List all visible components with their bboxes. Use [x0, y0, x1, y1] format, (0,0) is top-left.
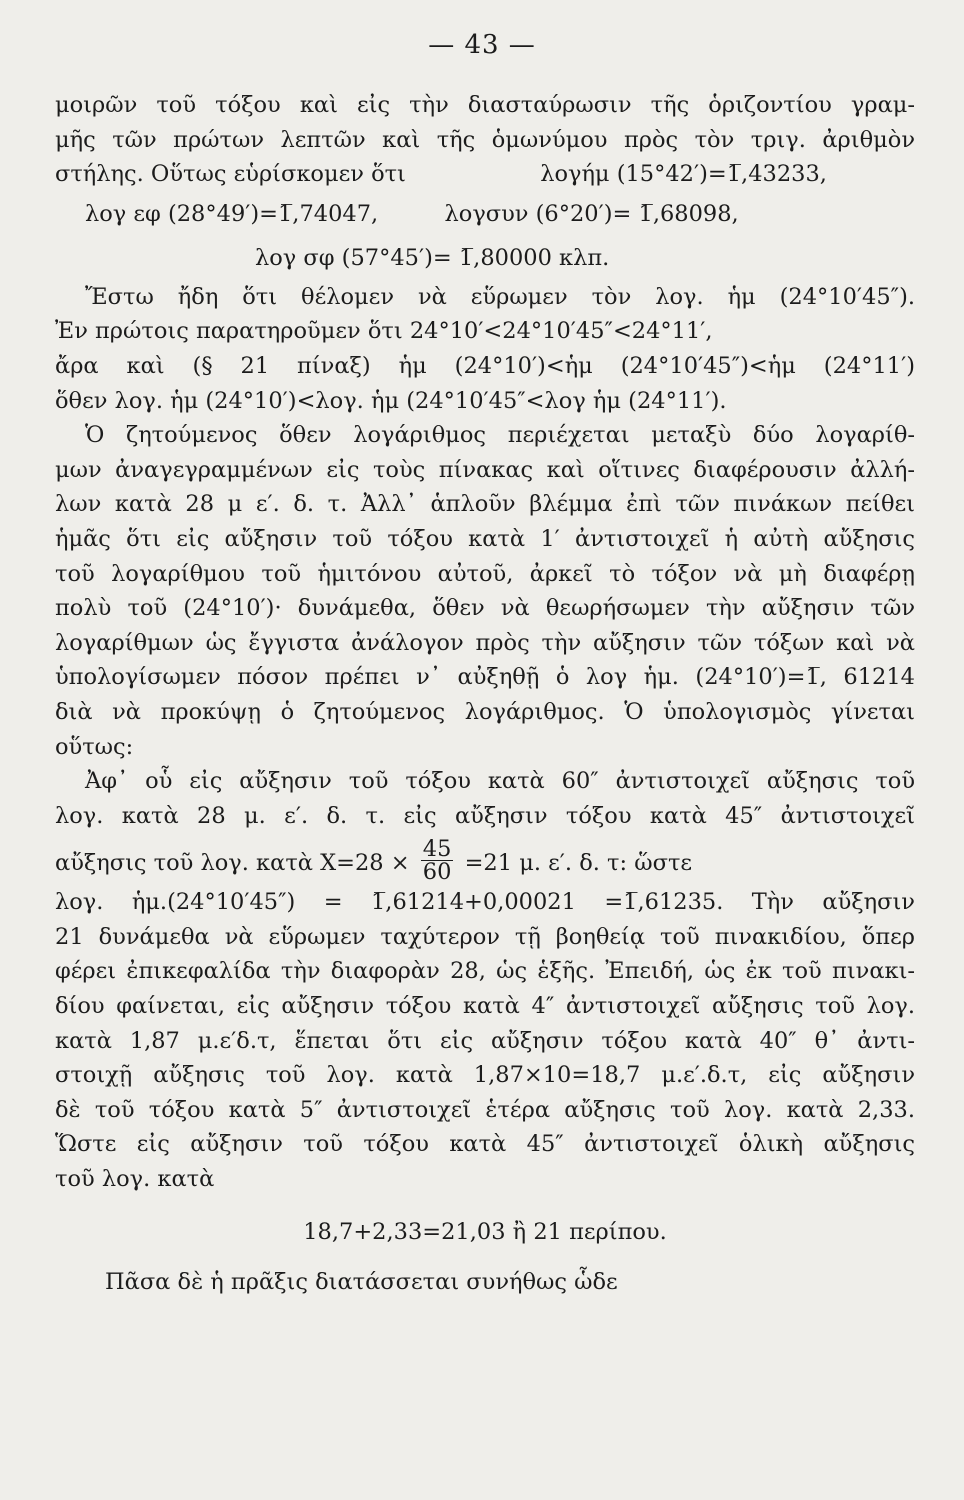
text-segment: αὔξησις τοῦ λογ. κατὰ Χ=28 × — [55, 850, 410, 877]
text-line: μοιρῶν τοῦ τόξου καὶ εἰς τὴν διασταύρωσιν τῆς ὁριζοντίου γραμ- — [55, 92, 915, 118]
text-segment: =21 μ. ε′. δ. τ: ὥστε — [464, 850, 693, 877]
text-line: οὕτως: — [55, 733, 134, 760]
text-line: στοιχῇ αὔξησις τοῦ λογ. κατὰ 1,87×10=18,7 μ.ε′.δ.τ, εἰς αὔξησιν — [55, 1062, 915, 1089]
text-line: μων ἀναγεγραμμένων εἰς τοὺς πίνακας καὶ οἵτινες διαφέρουσιν ἀλλή- — [55, 456, 915, 483]
text-line: λογαρίθμων ὡς ἔγγιστα ἀνάλογον πρὸς τὴν αὔξησιν τῶν τόξων καὶ νὰ — [55, 629, 915, 656]
text-line: ἄρα καὶ (§ 21 πίναξ) ἡμ (24°10′)<ἡμ (24°10′45″)<ἡμ (24°11′) — [55, 352, 915, 379]
math-expression: λογ εφ (28°49′)=1̅,74047, — [85, 200, 379, 227]
text-line: ὅθεν λογ. ἡμ (24°10′)<λογ. ἡμ (24°10′45″<λογ ἡμ (24°11′). — [55, 387, 727, 414]
text-line: ἡμᾶς ὅτι εἰς αὔξησιν τοῦ τόξου κατὰ 1′ ἀντιστοιχεῖ ἡ αὐτὴ αὔξησις — [55, 525, 915, 552]
text-line: Ὥστε εἰς αὔξησιν τοῦ τόξου κατὰ 45″ ἀντιστοιχεῖ ὁλικὴ αὔξησις — [55, 1131, 915, 1158]
fraction-numerator: 45 — [422, 835, 452, 862]
math-line — [55, 192, 915, 236]
text-line: λογ. ἡμ.(24°10′45″) = 1̅,61214+0,00021 =1̅,61235. Τὴν αὔξησιν — [55, 889, 915, 916]
text-line: λων κατὰ 28 μ ε′. δ. τ. Ἀλλ᾽ ἁπλοῦν βλέμμα ἐπὶ τῶν πινάκων πείθει — [55, 491, 915, 518]
text-line: τοῦ λογ. κατὰ — [55, 1166, 215, 1193]
math-expression: λογήμ (15°42′)=1̅,43233, — [540, 161, 827, 188]
text-line: ὑπολογίσωμεν πόσον πρέπει ν᾽ αὐξηθῇ ὁ λογ ἡμ. (24°10′)=1̅, 61214 — [55, 664, 915, 691]
math-expression: λογσυν (6°20′)= 1̅,68098, — [444, 200, 739, 227]
text-line: κατὰ 1,87 μ.ε′δ.τ, ἕπεται ὅτι εἰς αὔξησιν τόξου κατὰ 40″ θ᾽ ἀντι- — [55, 1027, 915, 1054]
text-line: πολὺ τοῦ (24°10′)· δυνάμεθα, ὅθεν νὰ θεωρήσωμεν τὴν αὔξησιν τῶν — [55, 595, 915, 622]
text-line: λογ. κατὰ 28 μ. ε′. δ. τ. εἰς αὔξησιν τόξου κατὰ 45″ ἀντιστοιχεῖ — [55, 802, 915, 829]
text-line: Ὁ ζητούμενος ὅθεν λογάριθμος περιέχεται μεταξὺ δύο λογαρίθ- — [85, 422, 915, 449]
text-line: φέρει ἐπικεφαλίδα τὴν διαφορὰν 28, ὡς ἑξῆς. Ἐπειδή, ὡς ἐκ τοῦ πινακι- — [55, 958, 915, 985]
text-line: Πᾶσα δὲ ἡ πρᾶξις διατάσσεται συνήθως ὧδε — [105, 1268, 618, 1295]
text-segment: στήλης. Οὕτως εὑρίσκομεν ὅτι — [55, 161, 406, 188]
math-line: λογ σφ (57°45′)= 1̅,80000 κλπ. — [255, 244, 610, 271]
text-line: μῆς τῶν πρώτων λεπτῶν καὶ τῆς ὁμωνύμου πρὸς τὸν τριγ. ἀριθμὸν — [55, 126, 915, 153]
text-line: διὰ νὰ προκύψῃ ὁ ζητούμενος λογάριθμος. Ὁ ὑπολογισμὸς γίνεται — [55, 698, 915, 725]
text-line: Ἐν πρώτοις παρατηροῦμεν ὅτι 24°10′<24°10′45″<24°11′, — [55, 318, 713, 345]
fraction — [421, 835, 454, 885]
text-line — [55, 157, 915, 192]
text-line: Ἀφ᾽ οὗ εἰς αὔξησιν τοῦ τόξου κατὰ 60″ ἀντιστοιχεῖ αὔξησις τοῦ — [85, 768, 915, 795]
text-line: Ἔστω ἤδη ὅτι θέλομεν νὰ εὕρωμεν τὸν λογ. ἡμ (24°10′45″). — [85, 283, 915, 310]
text-line: 21 δυνάμεθα νὰ εὕρωμεν ταχύτερον τῇ βοηθείᾳ τοῦ πινακιδίου, ὅπερ — [55, 923, 915, 950]
fraction-line — [55, 833, 915, 885]
page-body — [55, 88, 915, 1299]
page-number: — 43 — — [428, 30, 536, 60]
text-line: τοῦ λογαρίθμου τοῦ ἡμιτόνου αὐτοῦ, ἀρκεῖ τὸ τόξον νὰ μὴ διαφέρῃ — [55, 560, 915, 587]
text-line: δίου φαίνεται, εἰς αὔξησιν τόξου κατὰ 4″ ἀντιστοιχεῖ αὔξησις τοῦ λογ. — [55, 993, 915, 1020]
equation-line: 18,7+2,33=21,03 ἢ 21 περίπου. — [303, 1218, 667, 1245]
fraction-denominator: 60 — [422, 858, 452, 885]
text-line: δὲ τοῦ τόξου κατὰ 5″ ἀντιστοιχεῖ ἑτέρα αὔξησις τοῦ λογ. κατὰ 2,33. — [55, 1096, 915, 1123]
